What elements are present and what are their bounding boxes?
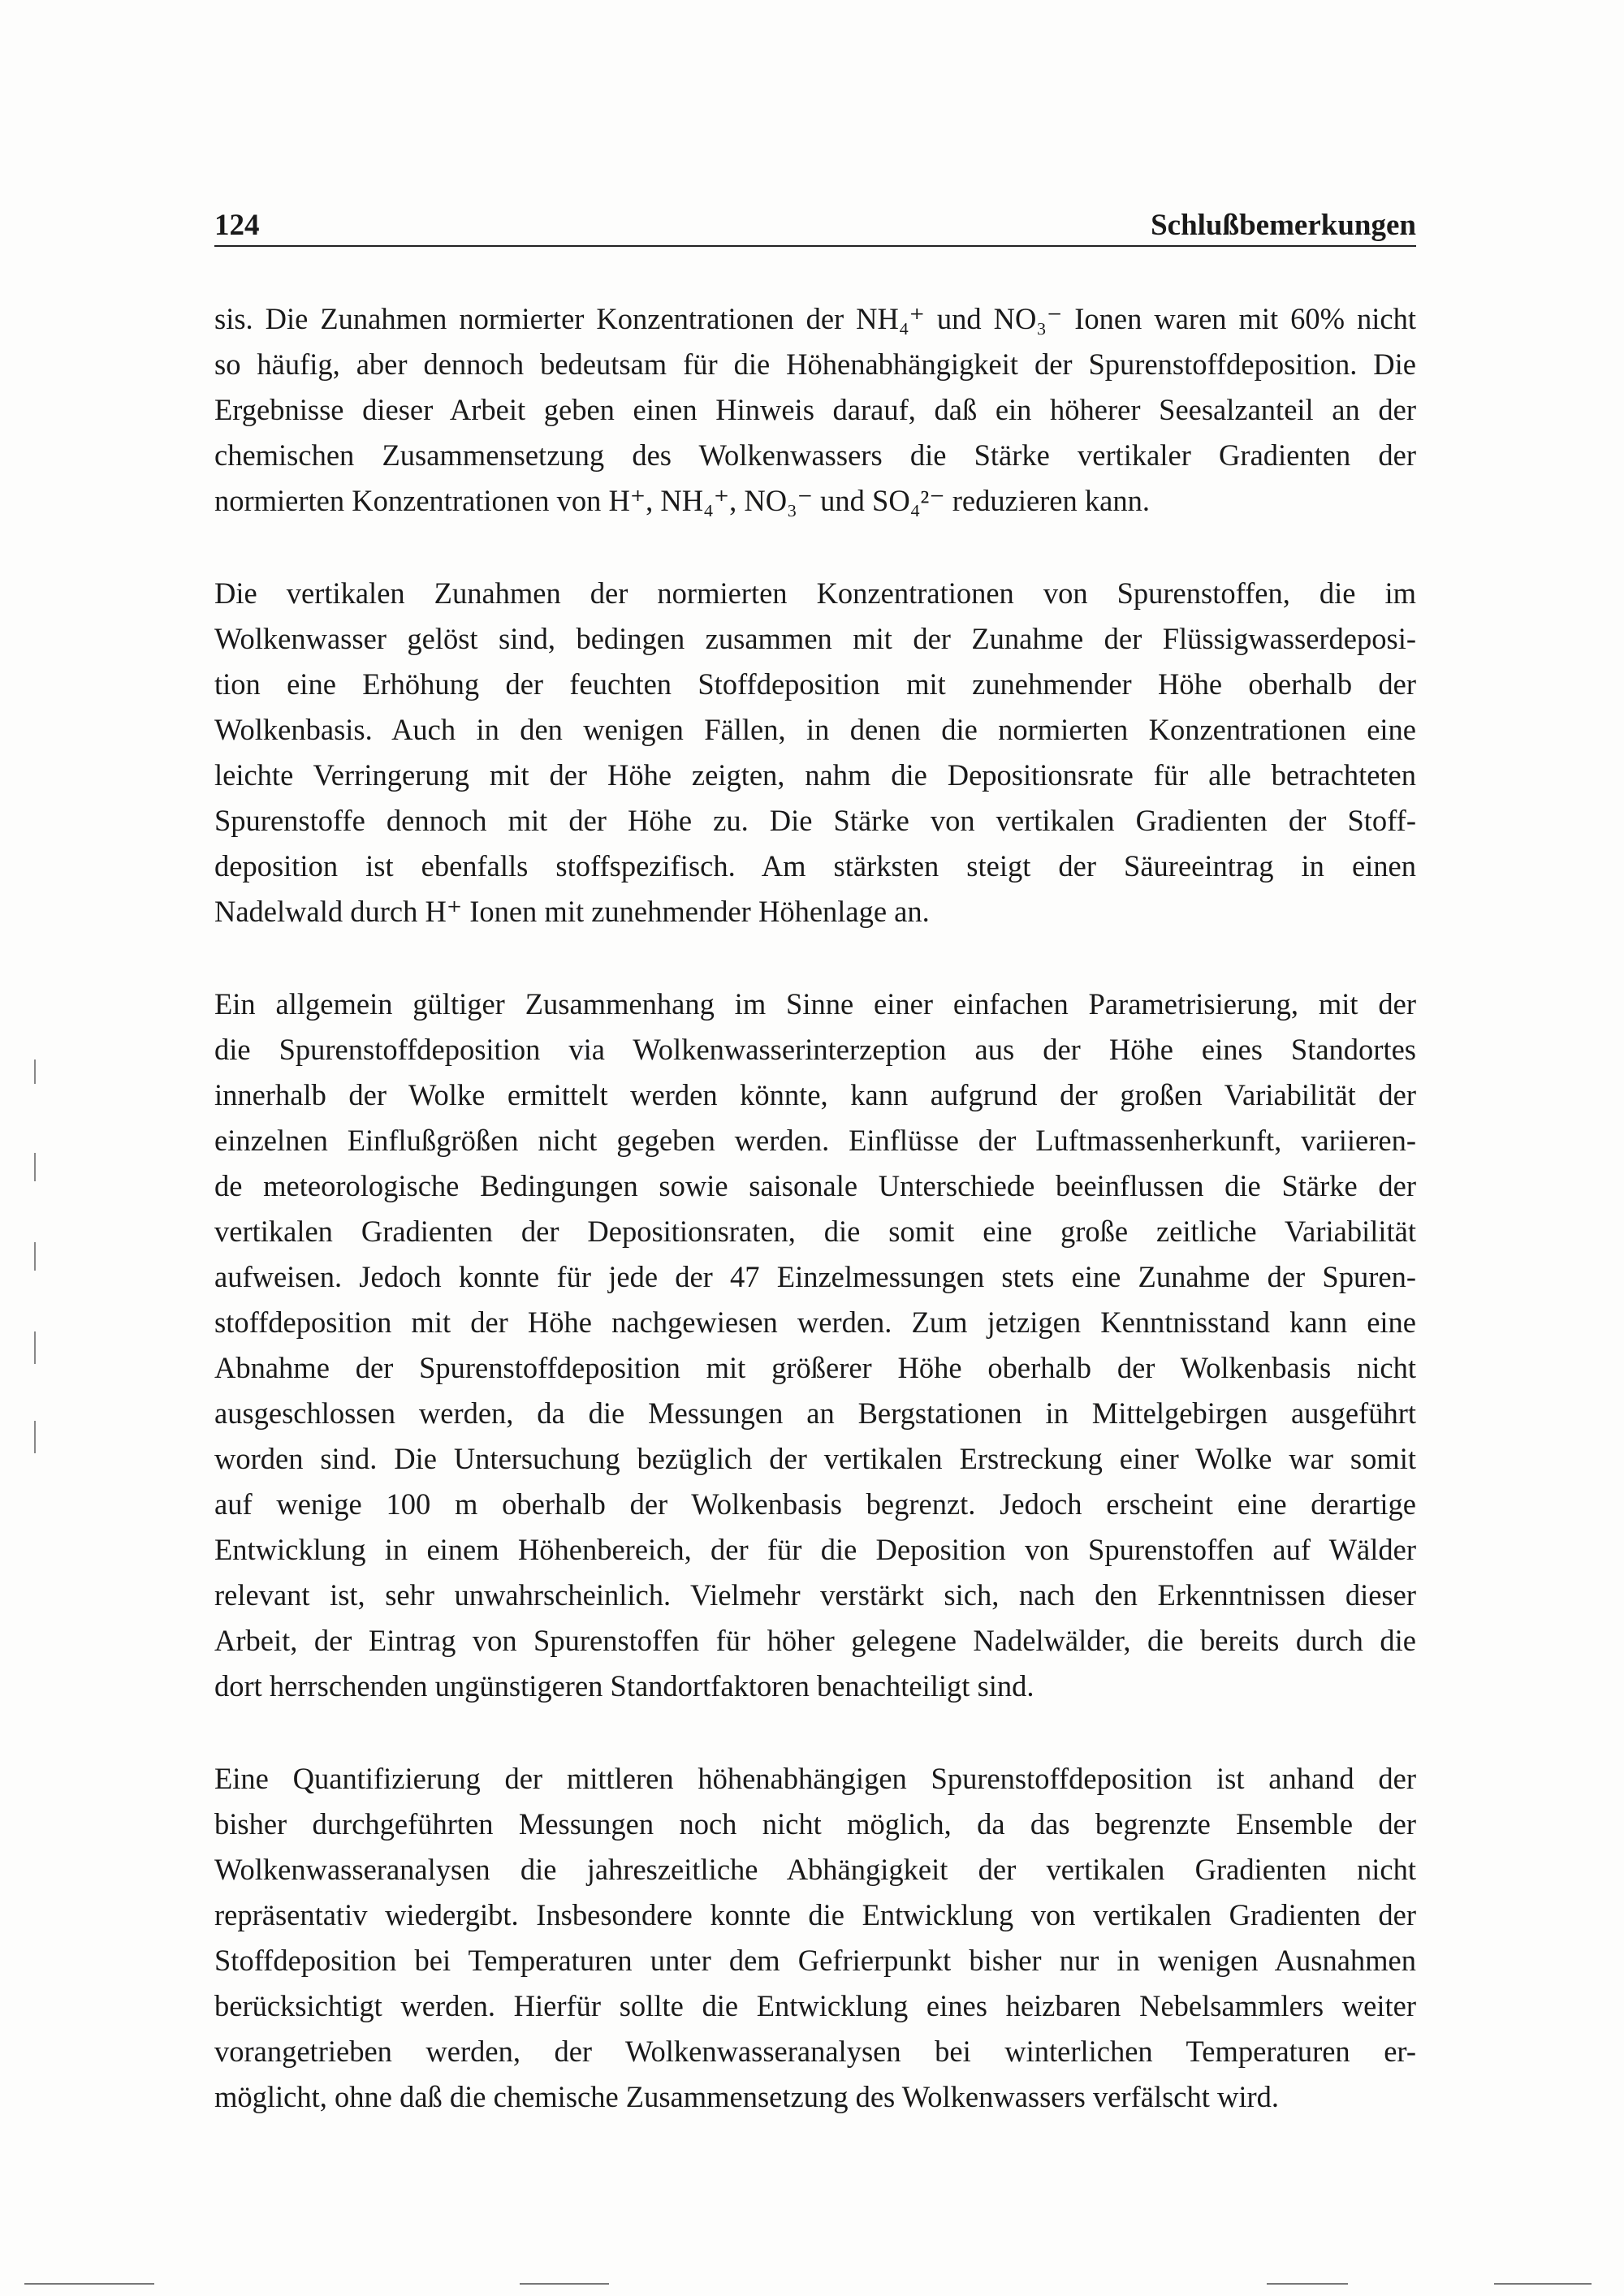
text-line: einzelnen Einflußgrößen nicht gegeben werden. Einflüsse der Luftmassenherkunft, variieren- — [214, 1124, 1416, 1157]
text-line: möglicht, ohne daß die chemische Zusammensetzung des Wolkenwassers verfälscht wird. — [214, 2080, 1280, 2113]
text-line: Die vertikalen Zunahmen der normierten Konzentrationen von Spurenstoffen, die im — [214, 576, 1416, 610]
text-line: chemischen Zusammensetzung des Wolkenwassers die Stärke vertikaler Gradienten der — [214, 438, 1416, 472]
margin-change-bar — [34, 1421, 36, 1453]
text-line: deposition ist ebenfalls stoffspezifisch. Am stärksten steigt der Säureeintrag in einen — [214, 849, 1416, 883]
text-line: Spurenstoffe dennoch mit der Höhe zu. Die Stärke von vertikalen Gradienten der Stoff- — [214, 804, 1416, 837]
text-line: Stoffdeposition bei Temperaturen unter dem Gefrierpunkt bisher nur in wenigen Ausnahmen — [214, 1944, 1416, 1977]
margin-change-bar — [34, 1153, 36, 1181]
text-line: so häufig, aber dennoch bedeutsam für die Höhenabhängigkeit der Spurenstoffdeposition. Die — [214, 347, 1416, 381]
text-line: de meteorologische Bedingungen sowie saisonale Unterschiede beeinflussen die Stärke der — [214, 1169, 1416, 1202]
text-line: bisher durchgeführten Messungen noch nicht möglich, da das begrenzte Ensemble der — [214, 1807, 1416, 1841]
text-line: sis. Die Zunahmen normierter Konzentrationen der NH₄⁺ und NO₃⁻ Ionen waren mit 60% nicht — [214, 302, 1416, 335]
paragraph-4 — [214, 1756, 1416, 2120]
text-line: vertikalen Gradienten der Depositionsraten, die somit eine große zeitliche Variabilität — [214, 1215, 1416, 1248]
text-line: Abnahme der Spurenstoffdeposition mit größerer Höhe oberhalb der Wolkenbasis nicht — [214, 1351, 1416, 1384]
scan-edge-rule — [24, 2283, 154, 2285]
text-line: normierten Konzentrationen von H⁺, NH₄⁺, NO₃⁻ und SO₄²⁻ reduzieren kann. — [214, 484, 1150, 517]
scan-edge-rule — [1267, 2283, 1348, 2285]
text-line: Ein allgemein gültiger Zusammenhang im Sinne einer einfachen Parametrisierung, mit der — [214, 987, 1416, 1021]
text-line: Arbeit, der Eintrag von Spurenstoffen für höher gelegene Nadelwälder, die bereits durch die — [214, 1624, 1416, 1657]
text-line: vorangetrieben werden, der Wolkenwasseranalysen bei winterlichen Temperaturen er- — [214, 2035, 1416, 2068]
text-line: dort herrschenden ungünstigeren Standortfaktoren benachteiligt sind. — [214, 1669, 1034, 1703]
text-line: Wolkenwasser gelöst sind, bedingen zusammen mit der Zunahme der Flüssigwasserdeposi- — [214, 622, 1416, 655]
page-number: 124 — [214, 209, 260, 242]
text-line: leichte Verringerung mit der Höhe zeigten, nahm die Depositionsrate für alle betrachteten — [214, 758, 1416, 792]
text-line: repräsentativ wiedergibt. Insbesondere konnte die Entwicklung von vertikalen Gradienten der — [214, 1898, 1416, 1931]
text-line: worden sind. Die Untersuchung bezüglich der vertikalen Erstreckung einer Wolke war somit — [214, 1442, 1416, 1475]
text-line: tion eine Erhöhung der feuchten Stoffdeposition mit zunehmender Höhe oberhalb der — [214, 667, 1416, 701]
text-line: Entwicklung in einem Höhenbereich, der für die Deposition von Spurenstoffen auf Wälder — [214, 1533, 1416, 1566]
margin-change-bar — [34, 1331, 36, 1364]
text-line: Wolkenbasis. Auch in den wenigen Fällen, in denen die normierten Konzentrationen eine — [214, 713, 1416, 746]
margin-change-bar — [34, 1242, 36, 1271]
text-line: Ergebnisse dieser Arbeit geben einen Hinweis darauf, daß ein höherer Seesalzanteil an der — [214, 393, 1416, 426]
running-title: Schlußbemerkungen — [1151, 209, 1416, 242]
text-line: Nadelwald durch H⁺ Ionen mit zunehmender Höhenlage an. — [214, 895, 930, 928]
text-line: die Spurenstoffdeposition via Wolkenwasserinterzeption aus der Höhe eines Standortes — [214, 1033, 1416, 1066]
text-line: aufweisen. Jedoch konnte für jede der 47 Einzelmessungen stets eine Zunahme der Spuren- — [214, 1260, 1416, 1293]
text-line: innerhalb der Wolke ermittelt werden könnte, kann aufgrund der großen Variabilität der — [214, 1078, 1416, 1111]
text-line: Eine Quantifizierung der mittleren höhenabhängigen Spurenstoffdeposition ist anhand der — [214, 1762, 1416, 1795]
paragraph-3 — [214, 982, 1416, 1709]
scan-edge-rule — [1494, 2283, 1592, 2285]
page-header — [214, 205, 1416, 247]
text-line: stoffdeposition mit der Höhe nachgewiesen werden. Zum jetzigen Kenntnisstand kann eine — [214, 1306, 1416, 1339]
body-text — [214, 296, 1416, 2167]
scan-edge-rule — [520, 2283, 609, 2285]
text-line: Wolkenwasseranalysen die jahreszeitliche Abhängigkeit der vertikalen Gradienten nicht — [214, 1853, 1416, 1886]
paragraph-2 — [214, 571, 1416, 934]
margin-change-bar — [34, 1060, 36, 1084]
paragraph-1 — [214, 296, 1416, 524]
text-line: auf wenige 100 m oberhalb der Wolkenbasis begrenzt. Jedoch erscheint eine derartige — [214, 1487, 1416, 1521]
text-line: berücksichtigt werden. Hierfür sollte die Entwicklung eines heizbaren Nebelsammlers weiter — [214, 1989, 1416, 2022]
text-line: ausgeschlossen werden, da die Messungen an Bergstationen in Mittelgebirgen ausgeführt — [214, 1396, 1416, 1430]
text-line: relevant ist, sehr unwahrscheinlich. Vielmehr verstärkt sich, nach den Erkenntnissen dieser — [214, 1578, 1416, 1612]
